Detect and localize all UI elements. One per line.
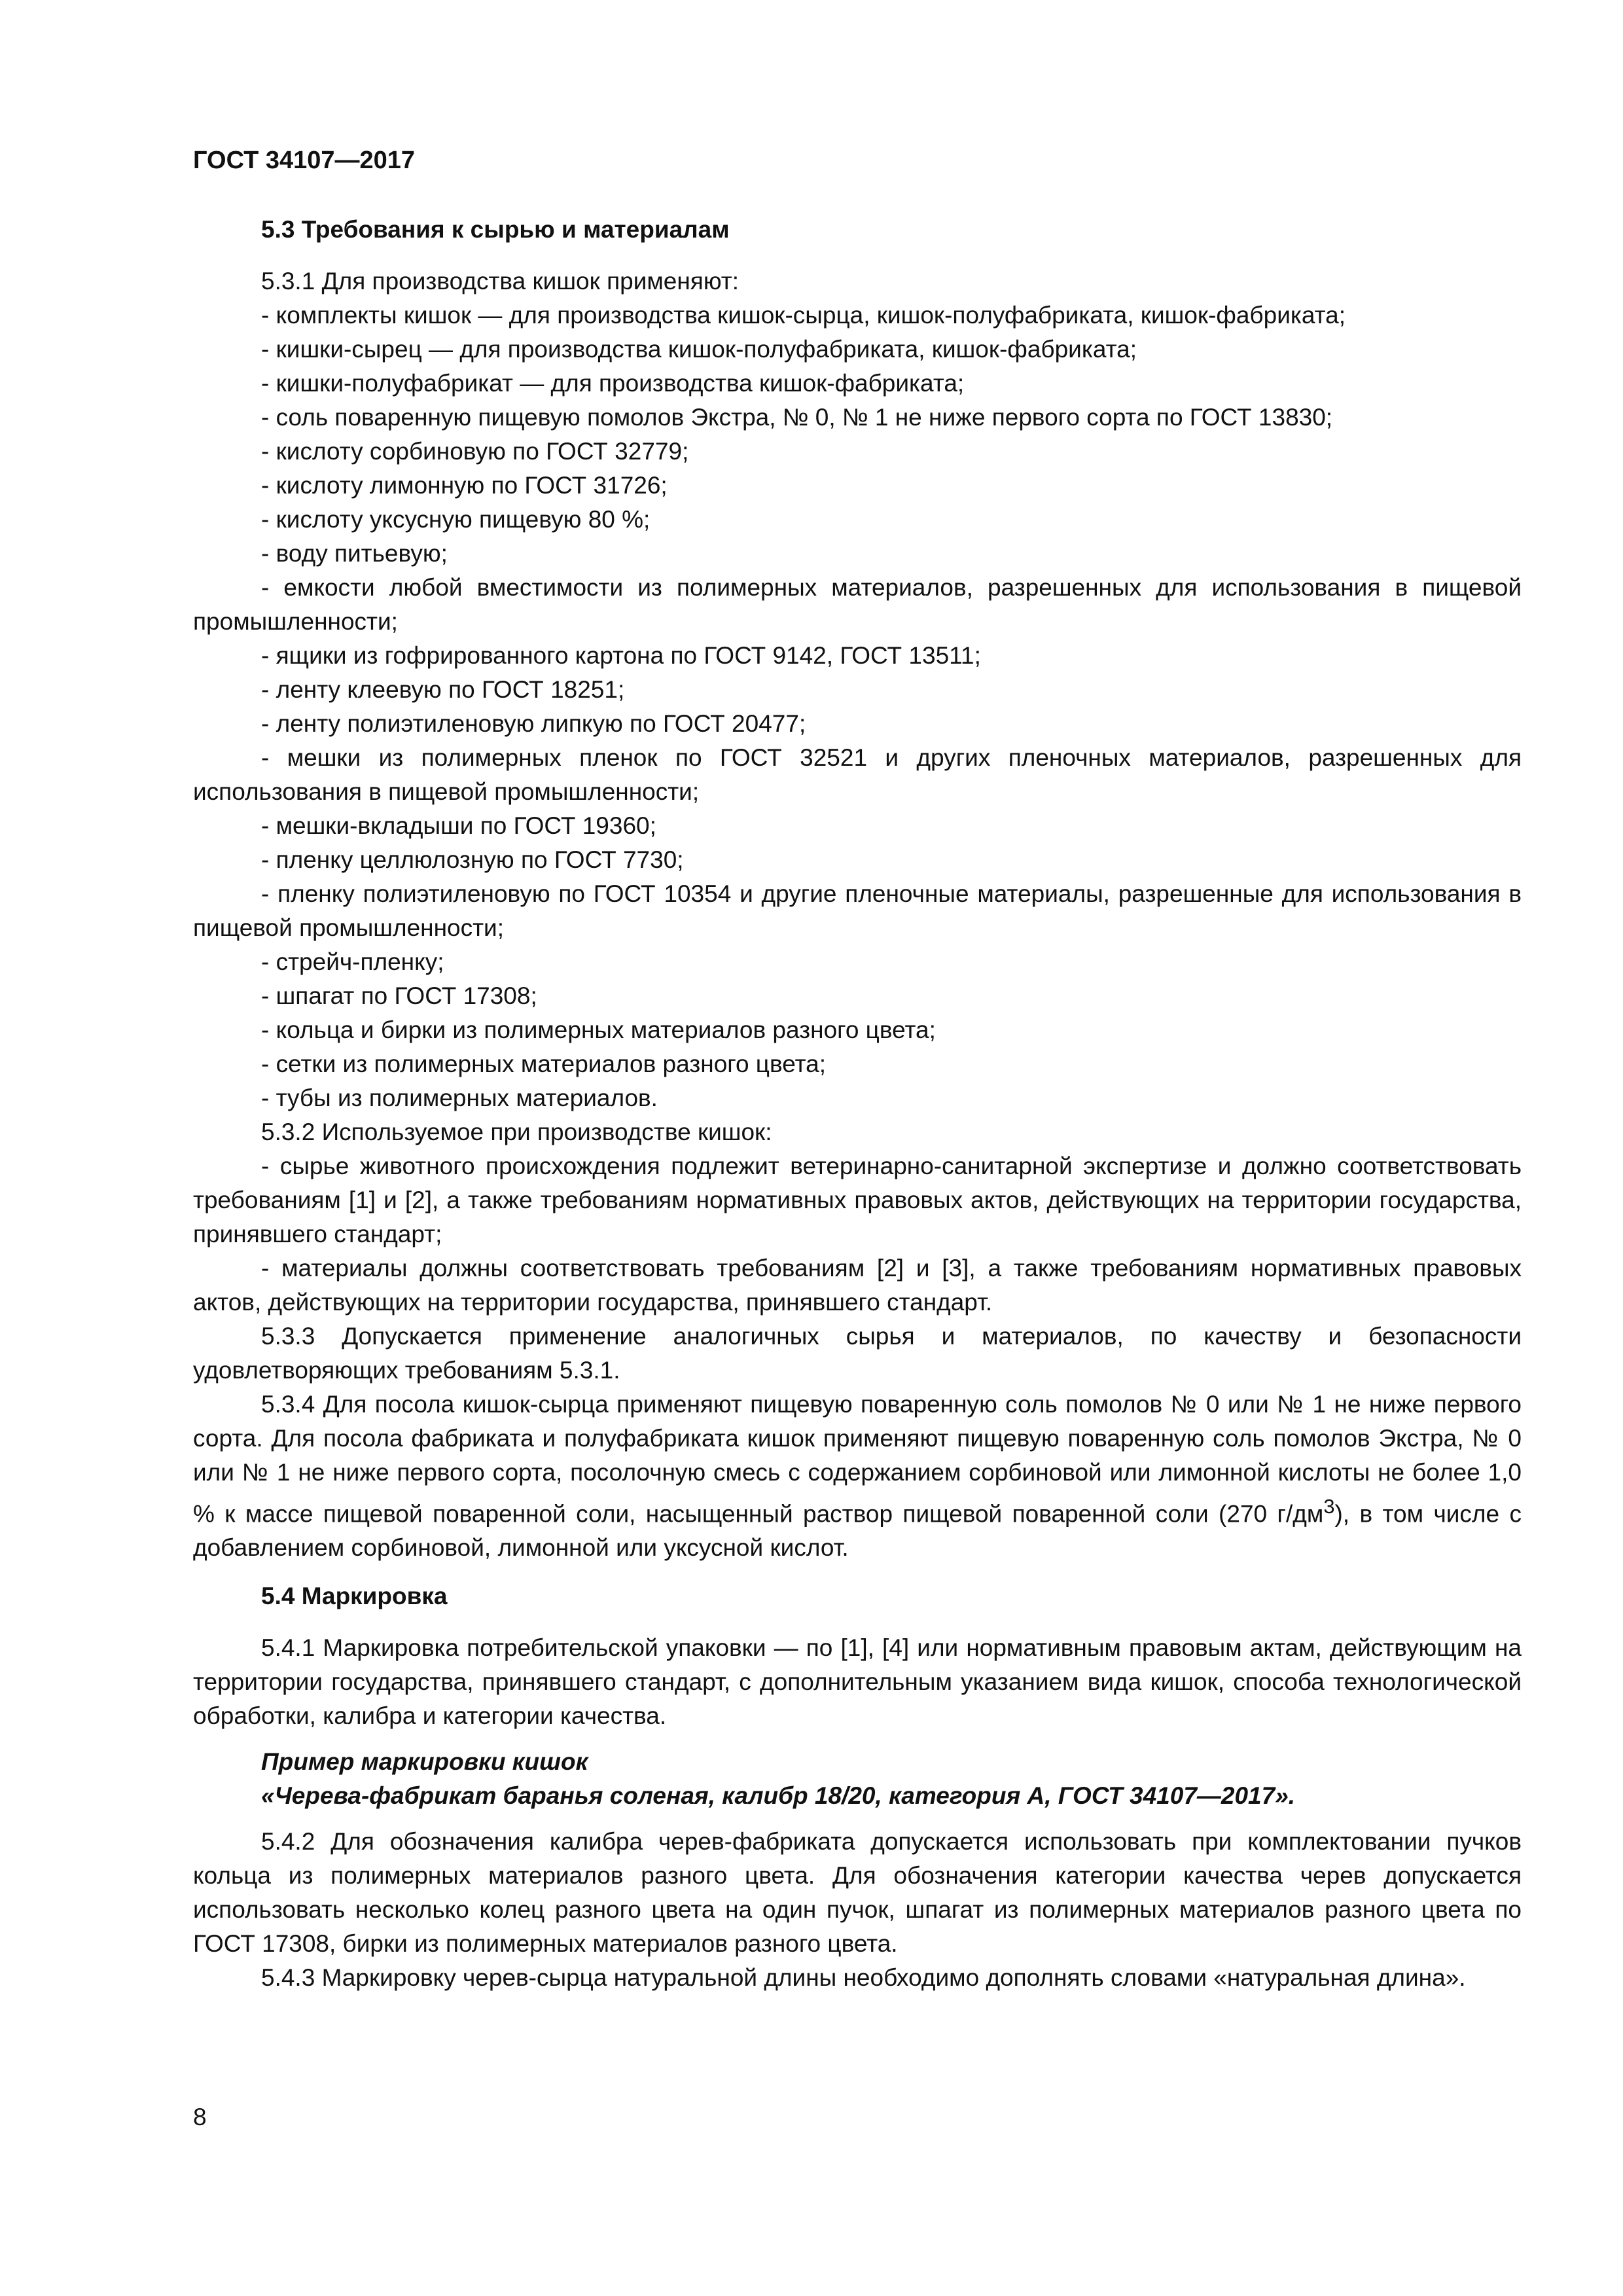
clause-5-4-1: 5.4.1 Маркировка потребительской упаковки — по [1], [4] или нормативным правовым актам, действующим на территории государства, принявшего стандарт, с дополнительным указанием вида кишок, способа технологической обработки, калибра и категории качества. <box>193 1634 1522 1730</box>
list-item: - ящики из гофрированного картона по ГОСТ 9142, ГОСТ 13511; <box>261 642 981 669</box>
list-item: - тубы из полимерных материалов. <box>261 1085 658 1111</box>
list-item: - материалы должны соответствовать требованиям [2] и [3], а также требованиям нормативных правовых актов, действующих на территории государства, принявшего стандарт. <box>193 1255 1522 1316</box>
list-item: - соль поваренную пищевую помолов Экстра, № 0, № 1 не ниже первого сорта по ГОСТ 13830; <box>261 404 1333 431</box>
page-content <box>193 213 1522 1995</box>
list-item: - ленту клеевую по ГОСТ 18251; <box>261 676 625 703</box>
section-title-5-3: 5.3 Требования к сырью и материалам <box>261 216 730 243</box>
list-item: - сырье животного происхождения подлежит ветеринарно-санитарной экспертизе и должно соответствовать требованиям [1] и [2], а также требованиям нормативных правовых актов, действующих на территории государства, принявшего стандарт; <box>193 1153 1522 1247</box>
list-item: - кислоту уксусную пищевую 80 %; <box>261 506 651 533</box>
list-item: - стрейч-пленку; <box>261 948 444 975</box>
superscript-3: 3 <box>1323 1495 1335 1518</box>
page-number: 8 <box>193 2104 207 2130</box>
list-item: - сетки из полимерных материалов разного цвета; <box>261 1050 826 1077</box>
clause-5-3-1: 5.3.1 Для производства кишок применяют: <box>261 268 740 295</box>
list-item: - кислоту лимонную по ГОСТ 31726; <box>261 472 668 499</box>
clause-5-3-4-text-end: ), в том числе с добавлением сорбиновой, лимонной или уксусной кислот. <box>193 1500 1522 1562</box>
list-item: - кишки-полуфабрикат — для производства кишок-фабриката; <box>261 370 965 397</box>
list-item: - мешки-вкладыши по ГОСТ 19360; <box>261 812 656 839</box>
standard-code-header: ГОСТ 34107—2017 <box>193 147 416 174</box>
clause-5-4-2: 5.4.2 Для обозначения калибра черев-фабриката допускается использовать при комплектовании пучков кольца из полимерных материалов разного цвета. Для обозначения категории качества черев допускается использовать несколько колец разного цвета на один пучок, шпагат из полимерных материалов разного цвета по ГОСТ 17308, бирки из полимерных материалов разного цвета. <box>193 1828 1522 1958</box>
list-item: - воду питьевую; <box>261 540 448 567</box>
list-item: - мешки из полимерных пленок по ГОСТ 32521 и других пленочных материалов, разрешенных для использования в пищевой промышленности; <box>193 744 1522 805</box>
clause-5-3-2: 5.3.2 Используемое при производстве кишок: <box>261 1119 772 1145</box>
list-item: - пленку целлюлозную по ГОСТ 7730; <box>261 846 684 873</box>
clause-5-4-3: 5.4.3 Маркировку черев-сырца натуральной длины необходимо дополнять словами «натуральная длина». <box>261 1964 1466 1992</box>
clause-5-3-4-text-start: 5.3.4 Для посола кишок-сырца применяют пищевую поваренную соль помолов № 0 или № 1 не ниже первого сорта. Для посола фабриката и полуфабриката кишок применяют пищевую поваренную соль помолов Экстра, № 0 или № 1 не ниже первого сорта, посолочную смесь с содержанием сорбиновой или лимонной кислоты не более 1,0 % к массе пищевой поваренной соли, насыщенный раствор пищевой поваренной соли (270 г/дм <box>193 1391 1522 1528</box>
list-item: - шпагат по ГОСТ 17308; <box>261 982 537 1009</box>
list-item: - ленту полиэтиленовую липкую по ГОСТ 20477; <box>261 710 806 737</box>
list-item: - комплекты кишок — для производства кишок-сырца, кишок-полуфабриката, кишок-фабриката; <box>261 302 1346 329</box>
example-text: «Черева-фабрикат баранья соленая, калибр 18/20, категория А, ГОСТ 34107—2017». <box>261 1782 1296 1810</box>
section-title-5-4: 5.4 Маркировка <box>261 1583 448 1610</box>
example-title: Пример маркировки кишок <box>261 1748 588 1776</box>
list-item: - кишки-сырец — для производства кишок-полуфабриката, кишок-фабриката; <box>261 336 1137 363</box>
list-item: - кислоту сорбиновую по ГОСТ 32779; <box>261 438 689 465</box>
clause-5-3-3: 5.3.3 Допускается применение аналогичных сырья и материалов, по качеству и безопасности удовлетворяющих требованиям 5.3.1. <box>193 1323 1522 1384</box>
list-item: - кольца и бирки из полимерных материалов разного цвета; <box>261 1016 936 1043</box>
list-item: - емкости любой вместимости из полимерных материалов, разрешенных для использования в пищевой промышленности; <box>193 574 1522 635</box>
clause-5-3-4 <box>193 1388 1522 1565</box>
list-item: - пленку полиэтиленовую по ГОСТ 10354 и другие пленочные материалы, разрешенные для использования в пищевой промышленности; <box>193 880 1522 941</box>
